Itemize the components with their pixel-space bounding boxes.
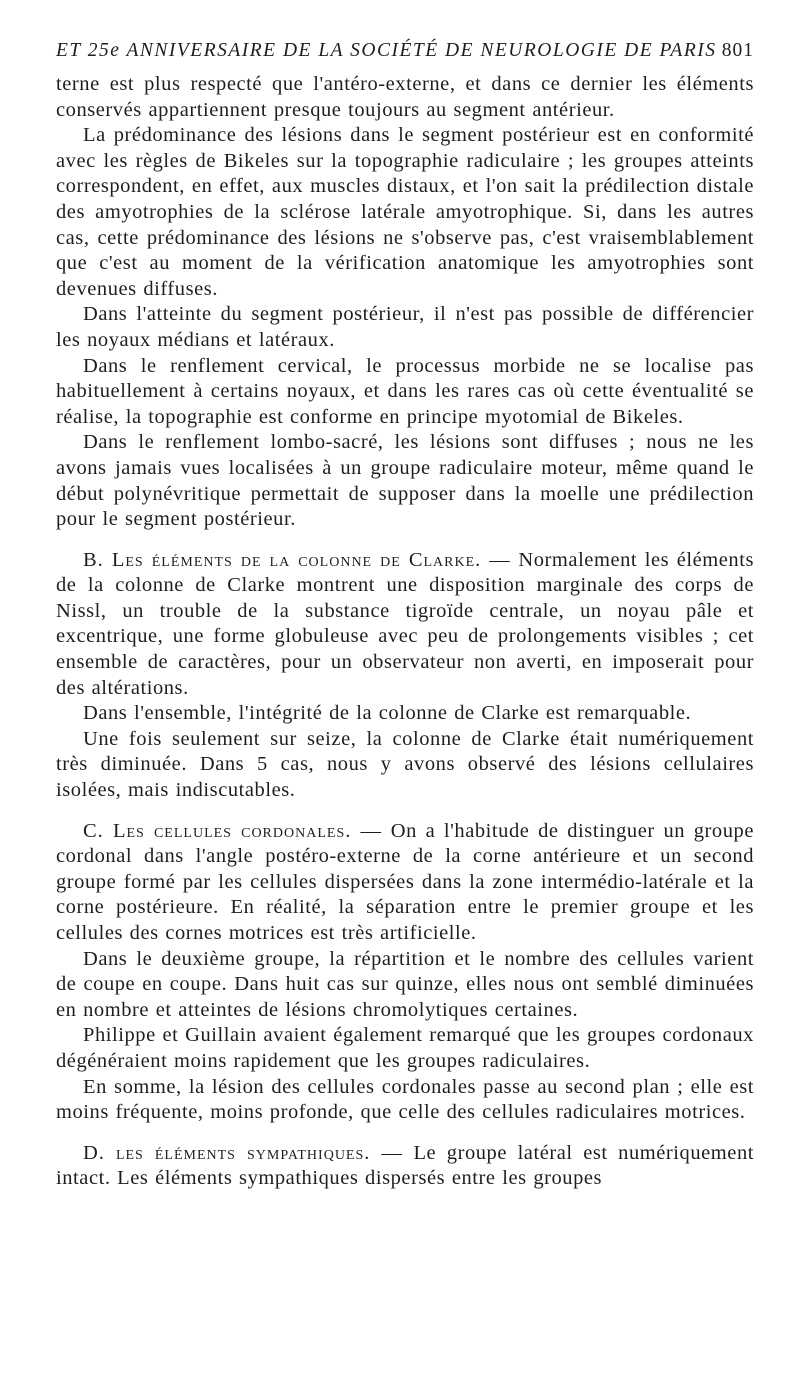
paragraph: En somme, la lésion des cellules cordonales passe au second plan ; elle est moins fréquente, moins profonde, que celle des cellules radiculaires motrices. xyxy=(56,1075,754,1124)
paragraph: Dans le deuxième groupe, la répartition et le nombre des cellules varient de coupe en coupe. Dans huit cas sur quinze, elles nous ont semblé diminuées en nombre et atteintes de lésions chromolytiques certaines. xyxy=(56,947,754,1021)
section-lead-text: Le groupe latéral est numériquement intact. Les éléments sympathiques dispersés entre les groupes xyxy=(56,1141,754,1190)
section-lead-text: On a l'habitude de distinguer un groupe cordonal dans l'angle postéro-externe de la corne antérieure et un second groupe formé par les cellules dispersées dans la zone intermédio-latérale et la corne postérieure. En réalité, la séparation entre le premier groupe et les cellules des cornes motrices est très artificielle. xyxy=(56,819,754,944)
section-c-lead xyxy=(56,819,754,947)
paragraph: La prédominance des lésions dans le segment postérieur est en conformité avec les règles de Bikeles sur la topographie radiculaire ; les groupes atteints correspondent, en effet, aux muscles distaux, et l'on sait la prédilection distale des amyotrophies de la sclérose latérale amyotrophique. Si, dans les autres cas, cette prédominance des lésions ne s'observe pas, c'est vraisemblablement que c'est au moment de la vérification anatomique les amyotrophies sont devenues diffuses. xyxy=(56,124,754,300)
section-b-lead xyxy=(56,548,754,702)
paragraph: Dans le renflement cervical, le processus morbide ne se localise pas habituellement à certains noyaux, et dans les rares cas où cette éventualité se réalise, la topographie est conforme en principe myotomial de Bikeles. xyxy=(56,354,754,428)
paragraph: Dans l'atteinte du segment postérieur, il n'est pas possible de différencier les noyaux médians et latéraux. xyxy=(56,303,754,351)
running-header xyxy=(56,40,754,62)
paragraph: terne est plus respecté que l'antéro-externe, et dans ce dernier les éléments conservés appartiennent presque toujours au segment antérieur. xyxy=(56,73,754,121)
paragraph: Dans le renflement lombo-sacré, les lésions sont diffuses ; nous ne les avons jamais vues localisées à un groupe radiculaire moteur, même quand le début polynévritique permettait de supposer dans la moelle une prédilection pour le segment postérieur. xyxy=(56,431,754,531)
running-title: ET 25e ANNIVERSAIRE DE LA SOCIÉTÉ DE NEUROLOGIE DE PARIS xyxy=(56,40,717,61)
paragraph: Dans l'ensemble, l'intégrité de la colonne de Clarke est remarquable. xyxy=(83,702,692,725)
section-lead-text: Normalement les éléments de la colonne de Clarke montrent une disposition marginale des corps de Nissl, un trouble de la substance tigroïde centrale, un noyau pâle et excentrique, une forme globuleuse avec peu de prolongements visibles ; cet ensemble de caractères, pour un observateur non averti, en imposerait pour des altérations. xyxy=(56,548,754,699)
paragraph: Philippe et Guillain avaient également remarqué que les groupes cordonaux dégénéraient moins rapidement que les groupes radiculaires. xyxy=(56,1024,754,1072)
page-number: 801 xyxy=(721,40,754,61)
section-heading: B. Les éléments de la colonne de Clarke. — xyxy=(83,548,511,571)
section-heading: D. les éléments sympathiques. — xyxy=(83,1141,403,1164)
section-heading: C. Les cellules cordonales. — xyxy=(83,819,383,842)
paragraph: Une fois seulement sur seize, la colonne de Clarke était numériquement très diminuée. Dans 5 cas, nous y avons observé des lésions cellulaires isolées, mais indiscutables. xyxy=(56,727,754,802)
section-d-lead xyxy=(56,1141,754,1192)
document-page xyxy=(56,40,754,1192)
